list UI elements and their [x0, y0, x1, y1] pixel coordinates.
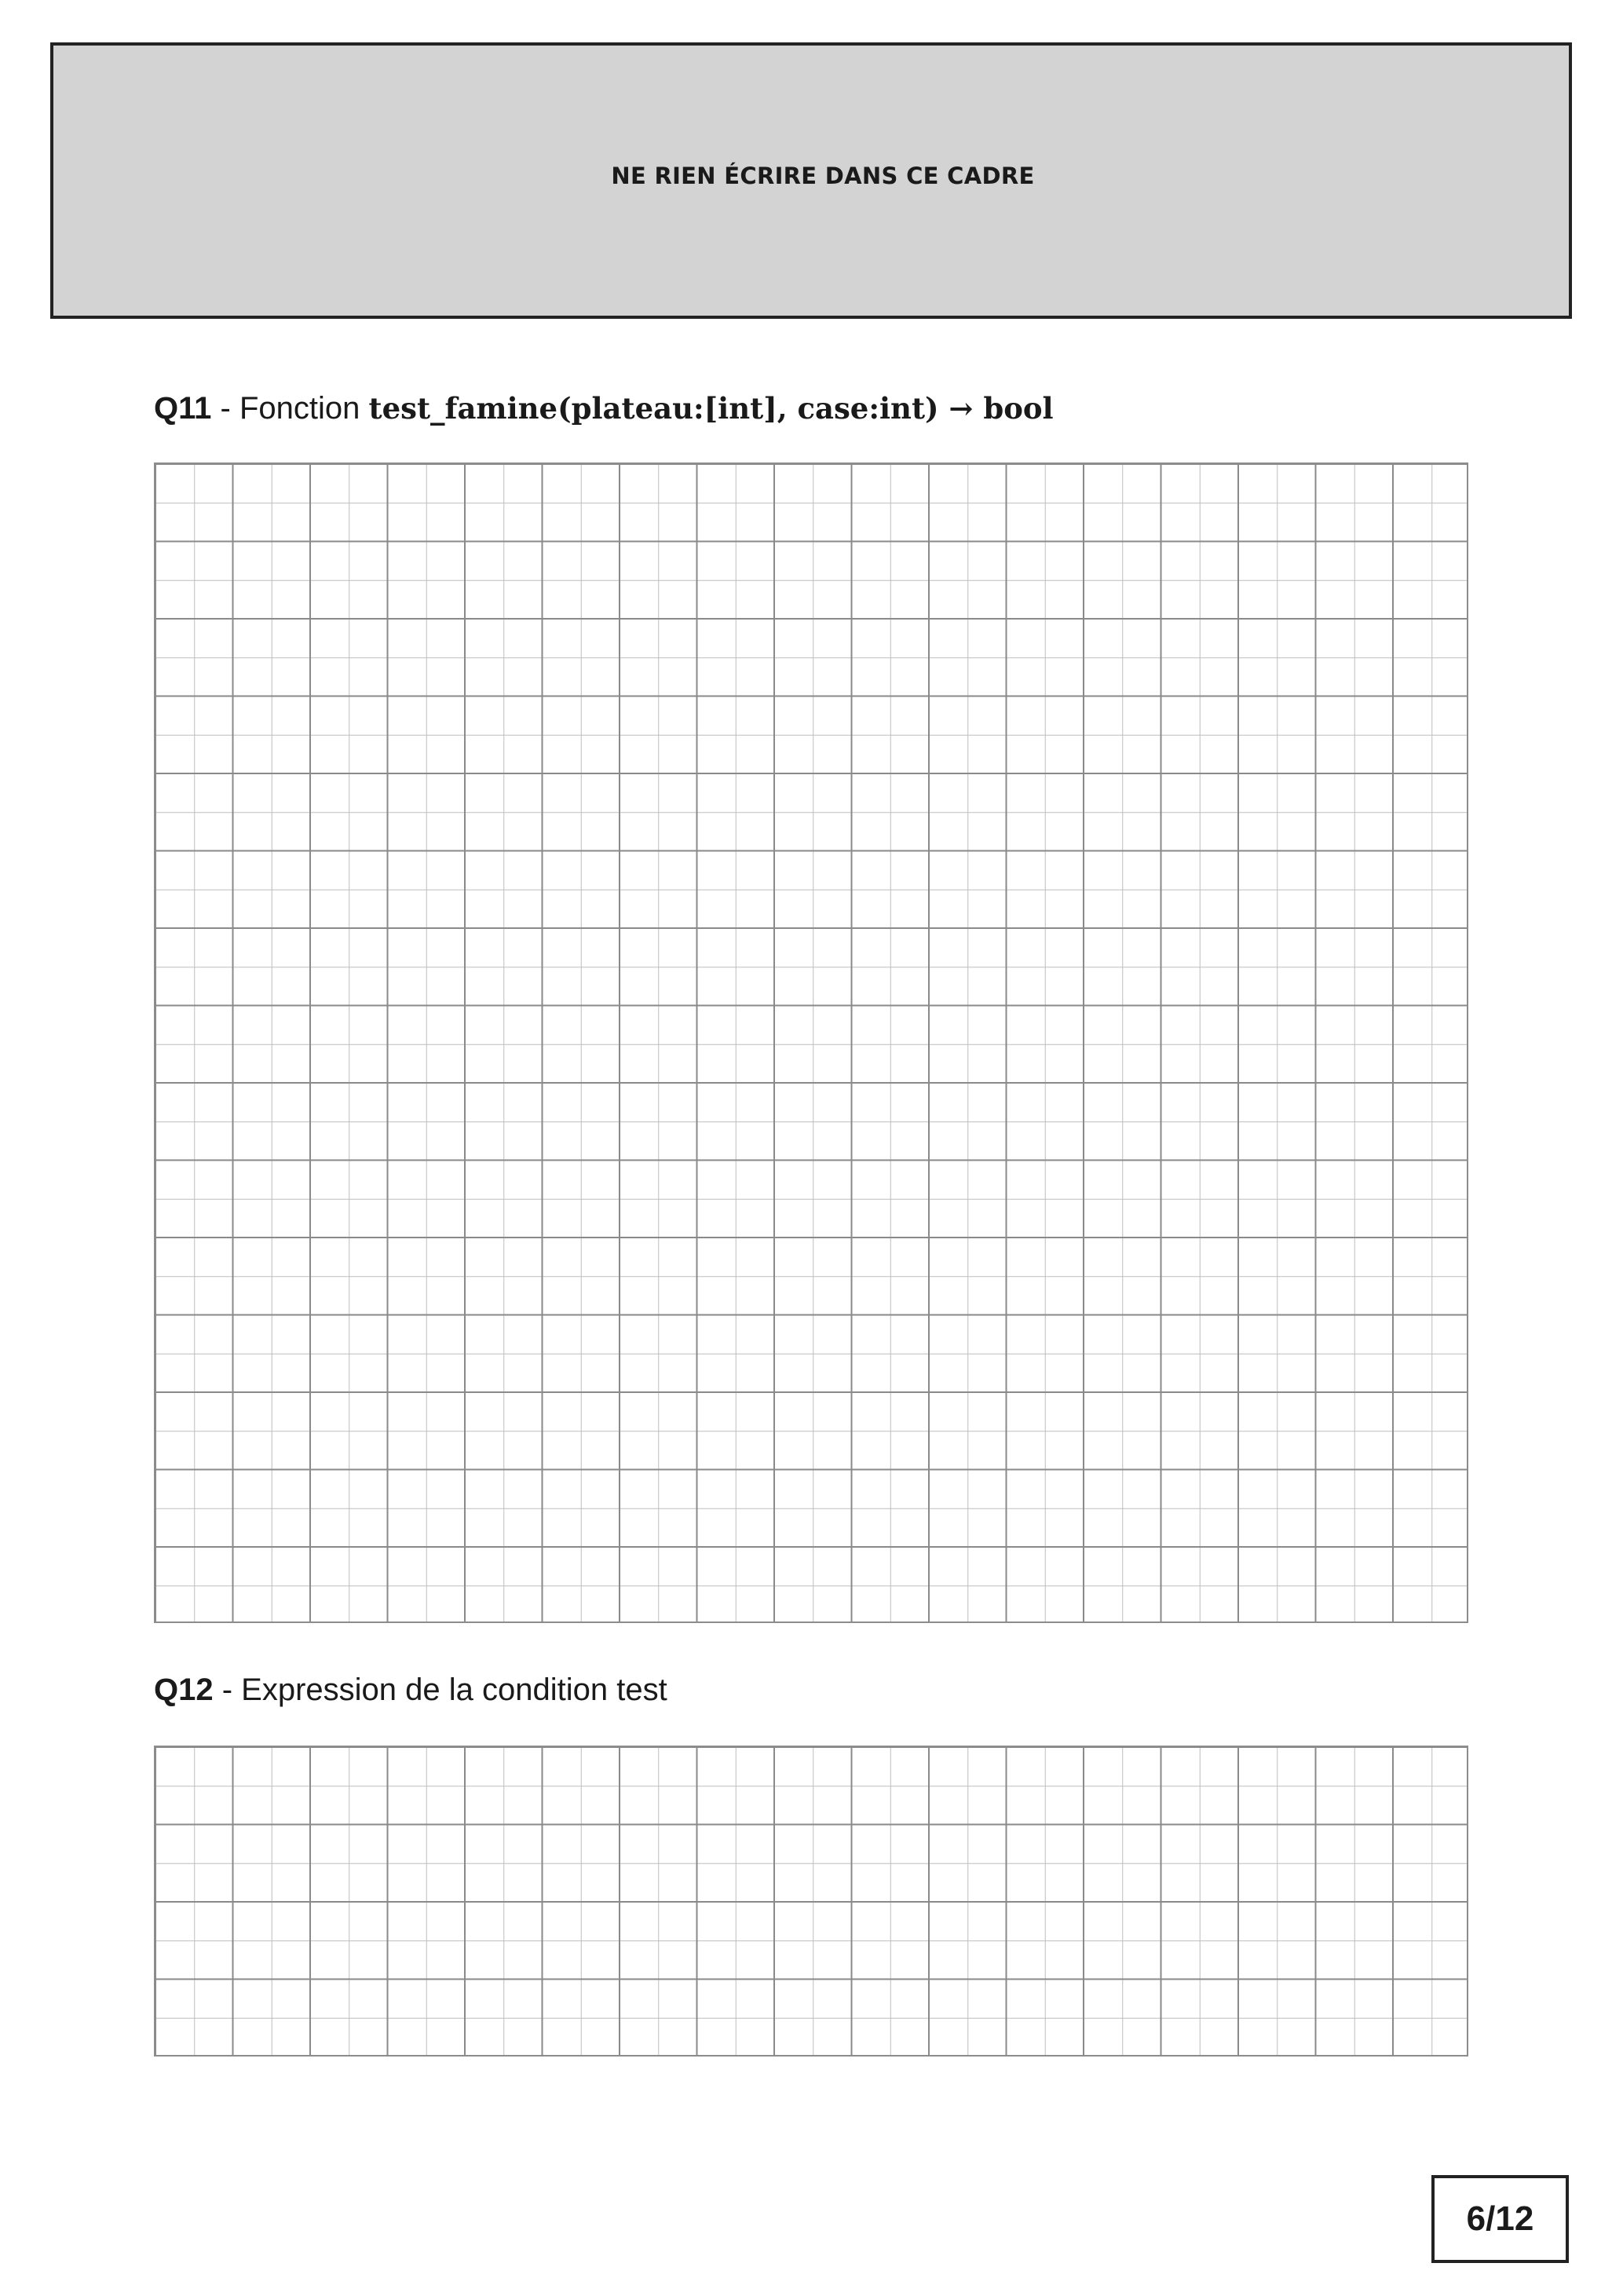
page-number-box: [1431, 2175, 1569, 2263]
question-number: Q11: [154, 391, 212, 426]
answer-grid-q12[interactable]: [154, 1746, 1468, 2057]
question-title-q11: [154, 391, 1054, 426]
question-title-q12: [154, 1673, 667, 1708]
question-label: Fonction: [239, 391, 369, 426]
function-signature: test_famine(plateau:[int], case:int) → bool: [368, 391, 1054, 426]
question-label: Expression de la condition test: [241, 1673, 667, 1707]
answer-grid-q11[interactable]: [154, 462, 1468, 1623]
do-not-write-notice: NE RIEN ÉCRIRE DANS CE CADRE: [611, 162, 1035, 189]
do-not-write-frame: [50, 42, 1572, 319]
question-separator: -: [211, 391, 239, 426]
question-separator: -: [213, 1673, 242, 1707]
question-number: Q12: [154, 1673, 214, 1707]
page-number: 6/12: [1466, 2199, 1534, 2238]
